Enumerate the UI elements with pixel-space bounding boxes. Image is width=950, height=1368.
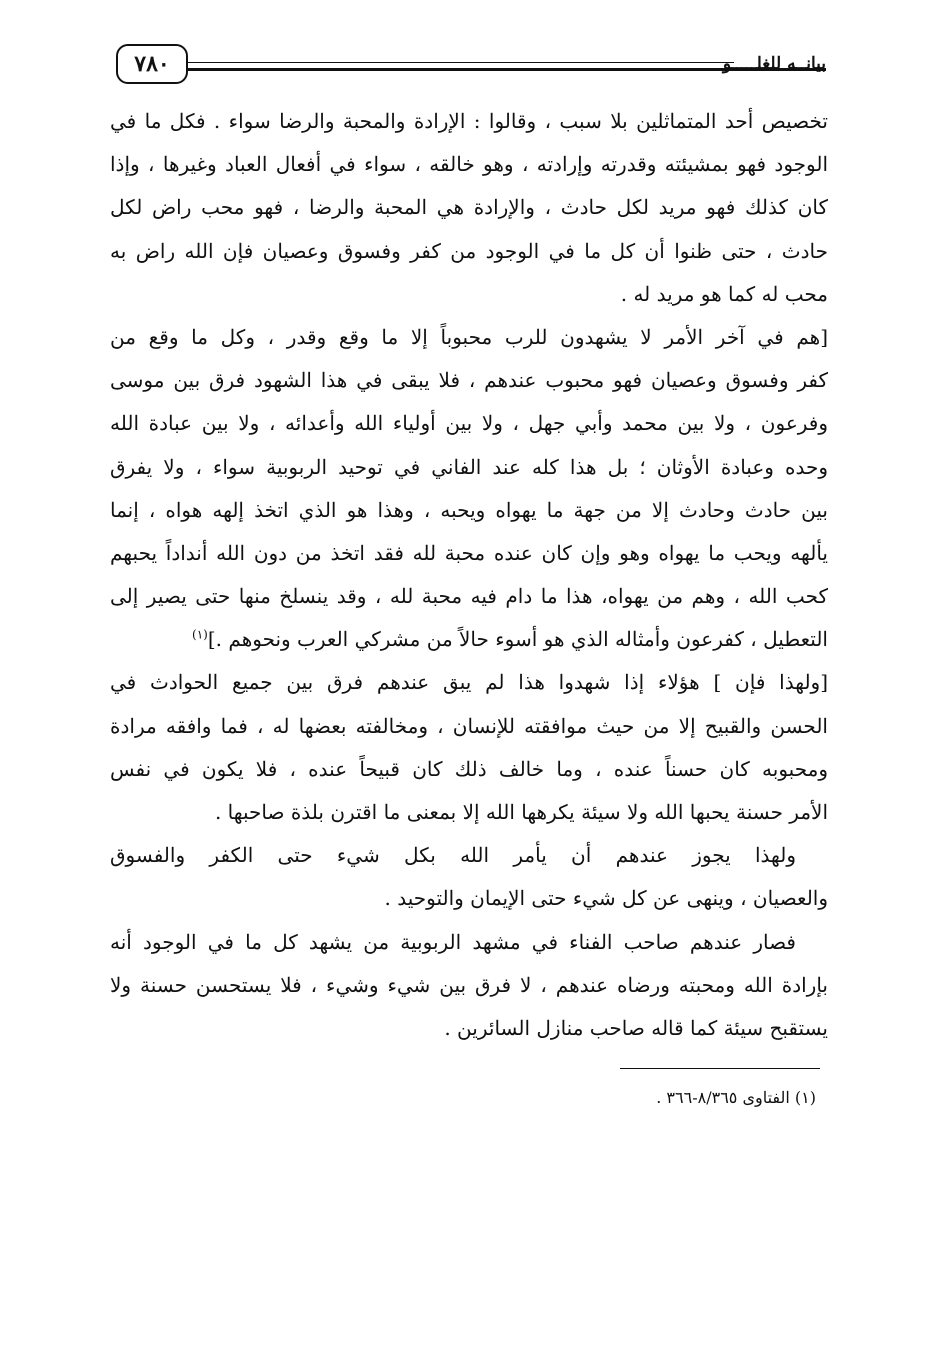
- text-line: الوجود فهو بمشيئته وقدرته وإرادته ، وهو خالقه ، سواء في أفعال العباد وغيرها ، وإذا: [110, 152, 828, 177]
- text-line: ومحبوبه كان حسناً عنده ، وما خالف ذلك كان قبيحاً عنده ، فلا يكون في نفس: [110, 756, 828, 781]
- text-line: [هم في آخر الأمر لا يشهدون للرب محبوباً إلا ما وقع وقدر ، وكل ما وقع من: [110, 324, 828, 349]
- text-line: وحده وعبادة الأوثان ؛ بل هذا كله عند الفاني في توحيد الربوبية سواء ، ولا يفرق: [110, 454, 828, 479]
- text-line: بإرادة الله ومحبته ورضاه عندهم ، لا فرق بين شيء وشيء ، فلا يستحسن حسنة ولا: [110, 972, 828, 997]
- text-line: محب له كما هو مريد له .: [620, 281, 828, 306]
- text-line: الحسن والقبيح إلا من حيث موافقته للإنسان ، ومخالفته بعضها له ، فما وافقه مرادة: [110, 713, 828, 738]
- text-line: حادث ، حتى ظنوا أن كل ما في الوجود من كفر وفسوق وعصيان فإن الله راض به: [110, 238, 828, 263]
- text-line: الأمر حسنة يحبها الله ولا سيئة يكرهها الله إلا بمعنى ما اقترن بلذة صاحبها .: [214, 800, 828, 824]
- text-line-with-footnote: [110, 618, 828, 661]
- text-line: فصار عندهم صاحب الفناء في مشهد الربوبية من يشهد كل ما في الوجود أنه: [110, 929, 796, 954]
- text-line: [ولهذا فإن ] هؤلاء إذا شهدوا هذا لم يبق عندهم فرق بين جميع الحوادث في: [110, 670, 828, 695]
- text-line: وفرعون ، ولا بين محمد وأبي جهل ، ولا بين أولياء الله وأعدائه ، ولا بين عبادة الله: [110, 411, 828, 436]
- text-line: كان كذلك فهو مريد لكل حادث ، والإرادة هي المحبة والرضا ، فهو محب راض لكل: [110, 195, 828, 220]
- text-line: يستقبح سيئة كما قاله صاحب منازل السائرين .: [444, 1015, 828, 1040]
- text-line: يألهه ويحب ما يهواه وهو وإن كان عنده محبة لله فقد اتخذ من دون الله أنداداً يحبهم: [110, 540, 828, 565]
- text-line: والعصيان ، وينهى عن كل شيء حتى الإيمان والتوحيد .: [384, 886, 828, 911]
- page-header: [114, 44, 826, 90]
- body-text: [110, 100, 828, 1050]
- text-line: التعطيل ، كفرعون وأمثاله الذي هو أسوء حالاً من مشركي العرب ونحوهم .]: [207, 627, 828, 652]
- header-rule-thin: [188, 62, 734, 63]
- footnote: (١) الفتاوى ٨/٣٦٥-٣٦٦ .: [656, 1088, 816, 1107]
- text-line: بين حادث وحادث إلا من جهة ما يهواه ويحبه ، وهذا هو الذي اتخذ إلهه هواه ، إنما: [110, 497, 828, 522]
- text-line: كحب الله ، وهم من يهواه، هذا ما دام فيه محبة لله ، وقد ينسلخ منها حتى يصير إلى: [110, 584, 828, 609]
- footnote-rule: [620, 1068, 820, 1069]
- text-line: كفر وفسوق وعصيان فهو محبوب عندهم ، فلا يبقى في هذا الشهود فرق بين موسى: [110, 368, 828, 393]
- page-number: ٧٨٠: [116, 44, 188, 84]
- running-title: بيانــه للغلـــــو: [722, 54, 826, 74]
- text-line: ولهذا يجوز عندهم أن يأمر الله بكل شيء حتى الكفر والفسوق: [110, 843, 796, 868]
- footnote-marker: (١): [192, 627, 208, 642]
- text-line: تخصيص أحد المتماثلين بلا سبب ، وقالوا : الإرادة والمحبة والرضا سواء . فكل ما في: [110, 109, 828, 133]
